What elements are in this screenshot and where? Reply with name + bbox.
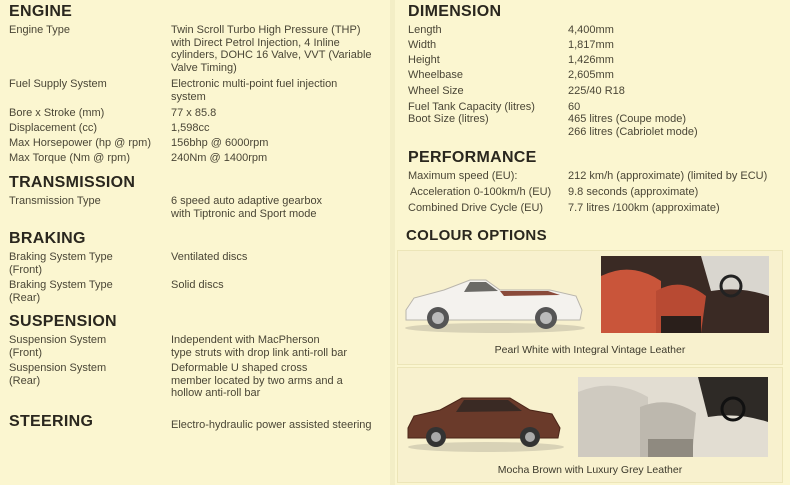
- engine-heading: ENGINE: [9, 3, 73, 20]
- pearl-white-car-image: [400, 266, 586, 336]
- suspension-front-line: Independent with MacPherson: [171, 334, 320, 346]
- colour-option-card: [397, 367, 783, 483]
- braking-rear-value: Solid discs: [171, 279, 224, 291]
- max-speed-label: Maximum speed (EU):: [408, 170, 518, 182]
- suspension-heading: SUSPENSION: [9, 313, 117, 330]
- engine-type-value: [171, 24, 372, 74]
- colour-options-heading: COLOUR OPTIONS: [406, 227, 547, 244]
- length-label: Length: [408, 24, 442, 36]
- bore-stroke-label: Bore x Stroke (mm): [9, 107, 105, 119]
- mocha-brown-caption: Mocha Brown with Luxury Grey Leather: [497, 464, 683, 476]
- transmission-type-line: with Tiptronic and Sport mode: [171, 207, 317, 220]
- mocha-brown-car-image: [404, 390, 564, 453]
- boot-size-value: [568, 113, 698, 138]
- braking-front-label-line: Braking System Type: [9, 251, 113, 263]
- suspension-rear-label: [9, 362, 106, 387]
- specs-left-column: [0, 0, 390, 485]
- suspension-rear-line: hollow anti-roll bar: [171, 387, 261, 399]
- fuel-supply-label: Fuel Supply System: [9, 78, 107, 90]
- wheelbase-label: Wheelbase: [408, 69, 464, 81]
- suspension-rear-line: Deformable U shaped cross: [171, 362, 308, 374]
- engine-type-label: Engine Type: [9, 24, 70, 36]
- suspension-rear-label-line: (Rear): [9, 374, 41, 387]
- engine-type-line: cylinders, DOHC 16 Valve, VVT (Variable: [171, 49, 372, 61]
- wheel-size-value: 225/40 R18: [568, 85, 625, 97]
- width-value: 1,817mm: [568, 39, 614, 51]
- boot-size-line: 266 litres (Cabriolet mode): [568, 125, 698, 138]
- acceleration-label: Acceleration 0-100km/h (EU): [410, 186, 552, 198]
- engine-type-line: Valve Timing): [171, 61, 237, 74]
- suspension-rear-value: [171, 362, 343, 400]
- colour-option-card: [397, 250, 783, 365]
- performance-heading: PERFORMANCE: [408, 149, 537, 166]
- height-value: 1,426mm: [568, 54, 614, 66]
- transmission-type-value: [171, 195, 322, 220]
- displacement-value: 1,598cc: [171, 122, 210, 134]
- boot-size-label: Boot Size (litres): [408, 113, 489, 125]
- max-horsepower-label: Max Horsepower (hp @ rpm): [9, 137, 151, 149]
- engine-type-line: Twin Scroll Turbo High Pressure (THP): [171, 24, 361, 36]
- bore-stroke-value: 77 x 85.8: [171, 107, 217, 119]
- suspension-front-value: [171, 334, 347, 359]
- braking-front-label-line: (Front): [9, 263, 42, 276]
- wheelbase-value: 2,605mm: [568, 69, 614, 81]
- max-torque-value: 240Nm @ 1400rpm: [171, 152, 268, 164]
- fuel-supply-line: system: [171, 90, 206, 103]
- transmission-type-line: 6 speed auto adaptive gearbox: [171, 195, 323, 207]
- braking-heading: BRAKING: [9, 230, 86, 247]
- width-label: Width: [408, 39, 437, 51]
- transmission-heading: TRANSMISSION: [9, 174, 136, 191]
- braking-rear-label-line: (Rear): [9, 291, 41, 304]
- suspension-front-label-line: (Front): [9, 346, 42, 359]
- fuel-supply-value: [171, 78, 337, 103]
- acceleration-value: 9.8 seconds (approximate): [568, 186, 699, 198]
- wheel-size-label: Wheel Size: [408, 85, 464, 97]
- braking-front-value: Ventilated discs: [171, 251, 248, 263]
- braking-rear-label: [9, 279, 113, 304]
- suspension-front-label: [9, 334, 106, 359]
- pearl-white-caption: Pearl White with Integral Vintage Leather: [494, 344, 686, 356]
- max-torque-label: Max Torque (Nm @ rpm): [9, 152, 130, 164]
- luxury-grey-leather-interior-image: [578, 377, 768, 457]
- boot-size-line: 465 litres (Coupe mode): [568, 113, 687, 125]
- suspension-front-line: type struts with drop link anti-roll bar: [171, 346, 348, 359]
- height-label: Height: [408, 54, 440, 66]
- suspension-front-label-line: Suspension System: [9, 334, 107, 346]
- fuel-tank-label: Fuel Tank Capacity (litres): [408, 101, 535, 113]
- length-value: 4,400mm: [568, 24, 614, 36]
- vintage-leather-interior-image: [601, 256, 769, 333]
- drive-cycle-value: 7.7 litres /100km (approximate): [568, 202, 720, 214]
- transmission-type-label: Transmission Type: [9, 195, 101, 207]
- steering-value: Electro-hydraulic power assisted steering: [171, 419, 372, 431]
- dimension-heading: DIMENSION: [408, 3, 502, 20]
- braking-front-label: [9, 251, 113, 276]
- steering-heading: STEERING: [9, 413, 94, 430]
- displacement-label: Displacement (cc): [9, 122, 98, 134]
- fuel-supply-line: Electronic multi-point fuel injection: [171, 78, 338, 90]
- fuel-tank-value: 60: [568, 101, 581, 113]
- suspension-rear-line: member located by two arms and a: [171, 374, 343, 387]
- max-speed-value: 212 km/h (approximate) (limited by ECU): [568, 170, 768, 182]
- braking-rear-label-line: Braking System Type: [9, 279, 113, 291]
- suspension-rear-label-line: Suspension System: [9, 362, 107, 374]
- engine-type-line: with Direct Petrol Injection, 4 Inline: [171, 36, 340, 49]
- max-horsepower-value: 156bhp @ 6000rpm: [171, 137, 269, 149]
- drive-cycle-label: Combined Drive Cycle (EU): [408, 202, 544, 214]
